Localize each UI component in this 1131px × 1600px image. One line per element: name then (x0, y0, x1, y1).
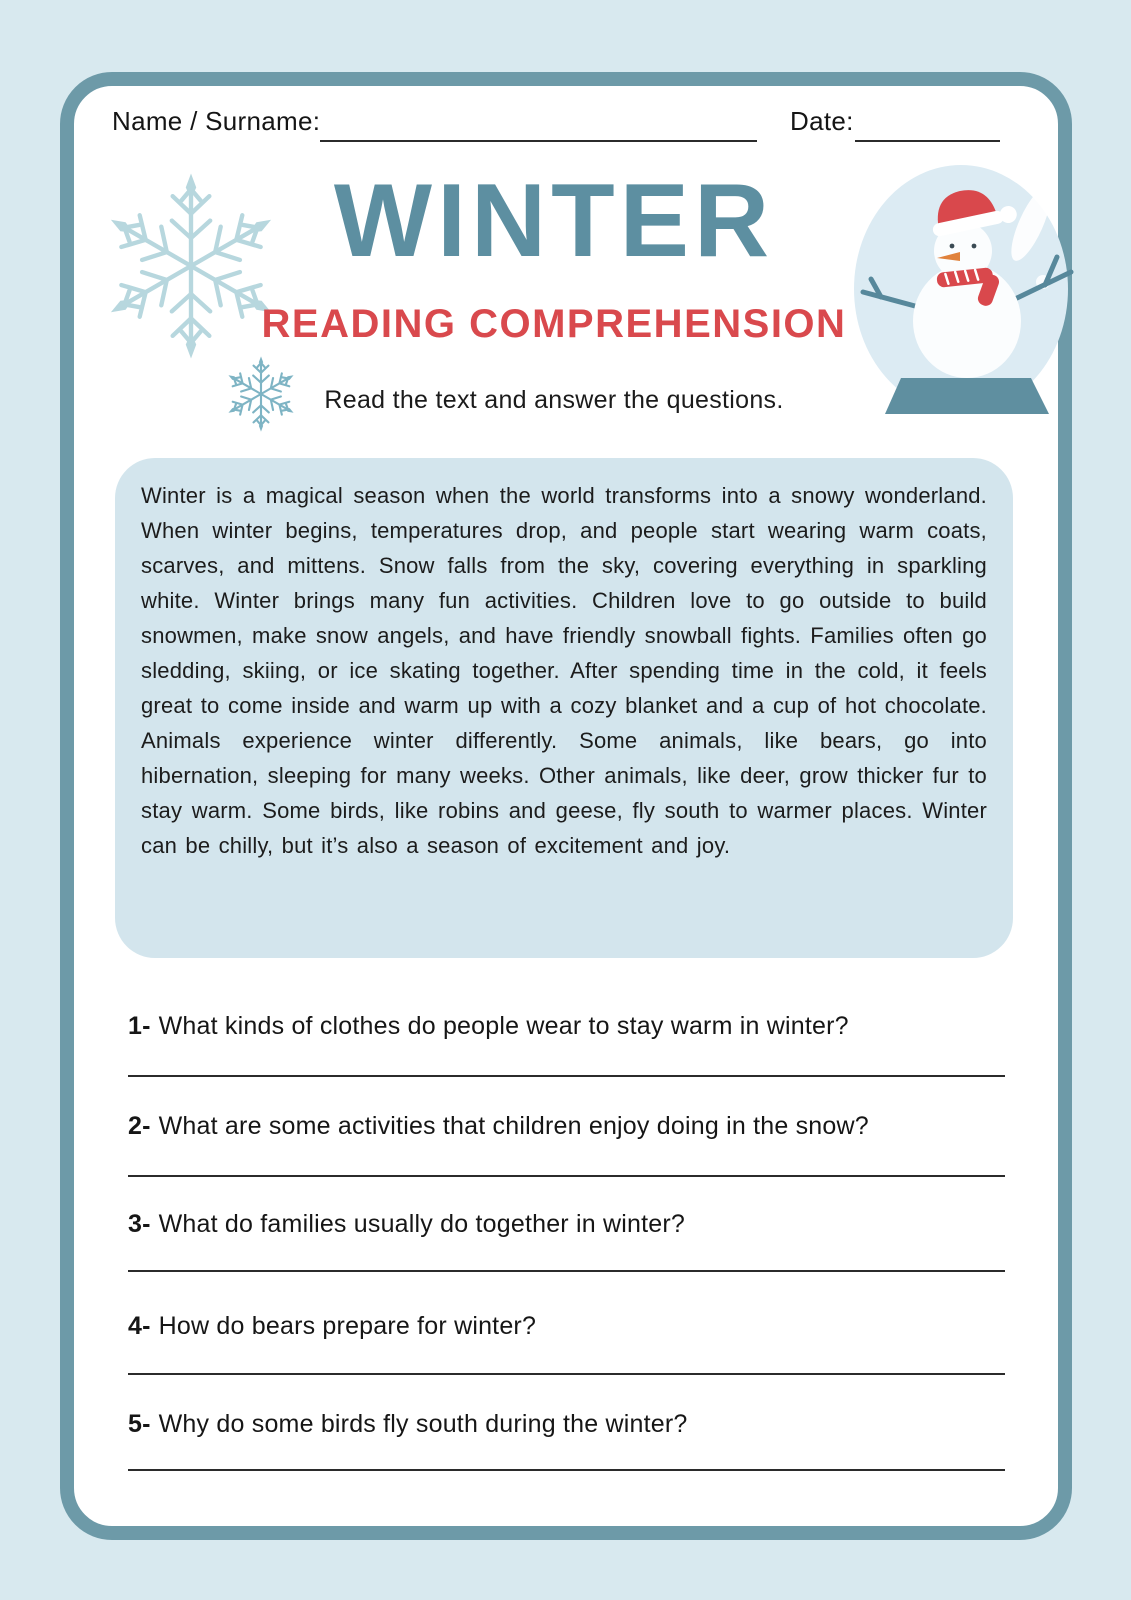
question-3-text: What do families usually do together in winter? (158, 1210, 685, 1238)
question-2-text: What are some activities that children enjoy doing in the snow? (158, 1112, 869, 1140)
instruction-text: Read the text and answer the questions. (324, 386, 784, 414)
question-1-number: 1- (128, 1012, 151, 1040)
date-input-line[interactable] (855, 140, 1000, 142)
answer-line-4[interactable] (128, 1373, 1005, 1375)
question-4-text: How do bears prepare for winter? (158, 1312, 537, 1340)
page-subtitle: READING COMPREHENSION (261, 302, 847, 346)
name-surname-label: Name / Surname: (112, 106, 321, 136)
question-5-number: 5- (128, 1410, 151, 1438)
reading-passage: Winter is a magical season when the world transforms into a snowy wonderland. When winter begins, temperatures drop, and people start wearing warm coats, scarves, and mittens. Snow falls from the sky, covering everything in sparkling white. Winter brings many fun activities. Children love to go outside to build snowmen, make snow angels, and have friendly snowball fights. Families often go sledding, skiing, or ice skating together. After spending time in the cold, it feels great to come inside and warm up with a cozy blanket and a cup of hot chocolate. Animals experience winter differently. Some animals, like bears, go into hibernation, sleeping for many weeks. Other animals, like deer, grow thicker fur to stay warm. Some birds, like robins and geese, fly south to warmer places. Winter can be chilly, but it’s also a season of excitement and joy. (115, 458, 1013, 958)
answer-line-5[interactable] (128, 1469, 1005, 1471)
answer-line-1[interactable] (128, 1075, 1005, 1077)
question-3 (128, 1210, 1018, 1239)
snow-globe-snowman-icon (845, 156, 1080, 424)
answer-line-3[interactable] (128, 1270, 1005, 1272)
question-1-text: What kinds of clothes do people wear to stay warm in winter? (158, 1012, 849, 1040)
question-2 (128, 1112, 1018, 1141)
name-input-line[interactable] (320, 140, 757, 142)
question-5-text: Why do some birds fly south during the winter? (158, 1410, 688, 1438)
answer-line-2[interactable] (128, 1175, 1005, 1177)
question-4 (128, 1312, 1018, 1341)
question-2-number: 2- (128, 1112, 151, 1140)
question-1 (128, 1012, 1018, 1041)
question-4-number: 4- (128, 1312, 151, 1340)
page-title: WINTER (333, 163, 775, 279)
question-3-number: 3- (128, 1210, 151, 1238)
question-5 (128, 1410, 1018, 1439)
date-label: Date: (790, 106, 854, 136)
